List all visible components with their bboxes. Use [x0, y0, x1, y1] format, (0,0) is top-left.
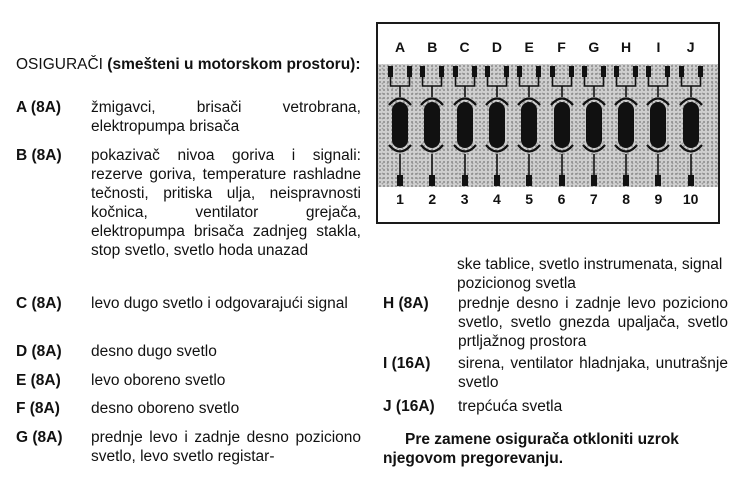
fuse-letter-label: G [588, 39, 600, 55]
fuse-code: J (16A) [383, 398, 435, 415]
fuse-icon [450, 64, 480, 189]
fuse-letter-label: A [394, 39, 406, 55]
fuse-number-label: 6 [557, 191, 566, 207]
fuse-entry-j [383, 397, 728, 416]
fuse-entry-c [16, 294, 361, 313]
heading-caps: OSIGURAČI [16, 56, 103, 73]
fuse-number-label: 5 [525, 191, 534, 207]
fuse-code: G (8A) [16, 429, 63, 446]
fuse-entry-i [383, 354, 728, 392]
fuse-desc: prednje desno i zadnje levo poziciono svetlo, svetlo gnezda upaljača, svetlo prtljažnog prostora [458, 295, 728, 350]
fuse-entry-a [16, 98, 361, 136]
fuse-icon [676, 64, 706, 189]
fuse-code: H (8A) [383, 295, 429, 312]
fuse-desc: desno dugo svetlo [91, 343, 217, 360]
fuse-number-label: 7 [589, 191, 598, 207]
fuse-code: D (8A) [16, 343, 62, 360]
fuse-icon [385, 64, 415, 189]
fuse-number-label: 2 [428, 191, 437, 207]
fuse-code: F (8A) [16, 400, 60, 417]
heading-rest: (smešteni u motorskom prostoru): [102, 56, 361, 73]
fuse-letter-label: F [557, 39, 566, 55]
fuse-code: E (8A) [16, 372, 61, 389]
fuse-desc: levo oboreno svetlo [91, 372, 226, 389]
fuse-g-continuation: ske tablice, svetlo instrumenata, signal pozicionog svetla [457, 256, 723, 292]
fuse-icon [514, 64, 544, 189]
fuse-letter-label: C [459, 39, 470, 55]
fuse-desc: sirena, ventilator hladnjaka, unutrašnje svetlo [458, 355, 728, 391]
fuse-letter-label: E [524, 39, 534, 55]
fuse-desc: trepćuća svetla [458, 398, 563, 415]
fuse-number-label: 4 [492, 191, 501, 207]
fuse-letter-label: J [686, 39, 695, 55]
fuse-icon [611, 64, 641, 189]
fuse-letter-label: H [621, 39, 632, 55]
fuse-number-label: 10 [682, 191, 699, 207]
fuse-number-label: 9 [654, 191, 663, 207]
fuse-letter-label: D [491, 39, 502, 55]
fuse-entry-f [16, 399, 361, 418]
fuse-code: A (8A) [16, 99, 62, 116]
fuse-code: I (16A) [383, 355, 431, 372]
fuse-icon [579, 64, 609, 189]
fuse-entry-e [16, 371, 361, 390]
fuse-entry-d [16, 342, 361, 361]
fuse-letter-label: I [656, 39, 661, 55]
fuse-entry-h [383, 294, 728, 351]
fuse-desc: žmigavci, brisači vetrobrana, elektropumpa brisača [91, 99, 361, 135]
fuse-desc: levo dugo svetlo i odgovarajući signal [91, 295, 348, 312]
fuse-code: C (8A) [16, 295, 62, 312]
section-heading [16, 55, 366, 74]
warning-note: Pre zamene osigurača otkloniti uzrok njegovom pregorevanju. [383, 431, 679, 467]
fuse-letter-label: B [427, 39, 438, 55]
fuse-icon [482, 64, 512, 189]
fuse-icon [417, 64, 447, 189]
fuse-desc: desno oboreno svetlo [91, 400, 240, 417]
fuse-entry-b [16, 146, 361, 260]
fuse-desc: prednje levo i zadnje desno poziciono svetlo, levo svetlo registar- [91, 429, 361, 465]
fuse-desc: pokazivač nivoa goriva i signali: rezerve goriva, temperature rashladne tečnosti, pritiska ulja, neispravnosti kočnica, ventilator grejača, elektropumpa brisača zadnjeg stakla, stop svetlo, svetlo hoda unazad [91, 147, 361, 259]
fuse-code: B (8A) [16, 147, 62, 164]
fuse-box-diagram [376, 22, 720, 224]
fuse-number-label: 3 [460, 191, 469, 207]
fuse-number-label: 8 [622, 191, 630, 207]
fuse-icon [547, 64, 577, 189]
fuse-icon [643, 64, 673, 189]
fuse-entry-g [16, 428, 361, 466]
fuse-number-label: 1 [396, 191, 404, 207]
